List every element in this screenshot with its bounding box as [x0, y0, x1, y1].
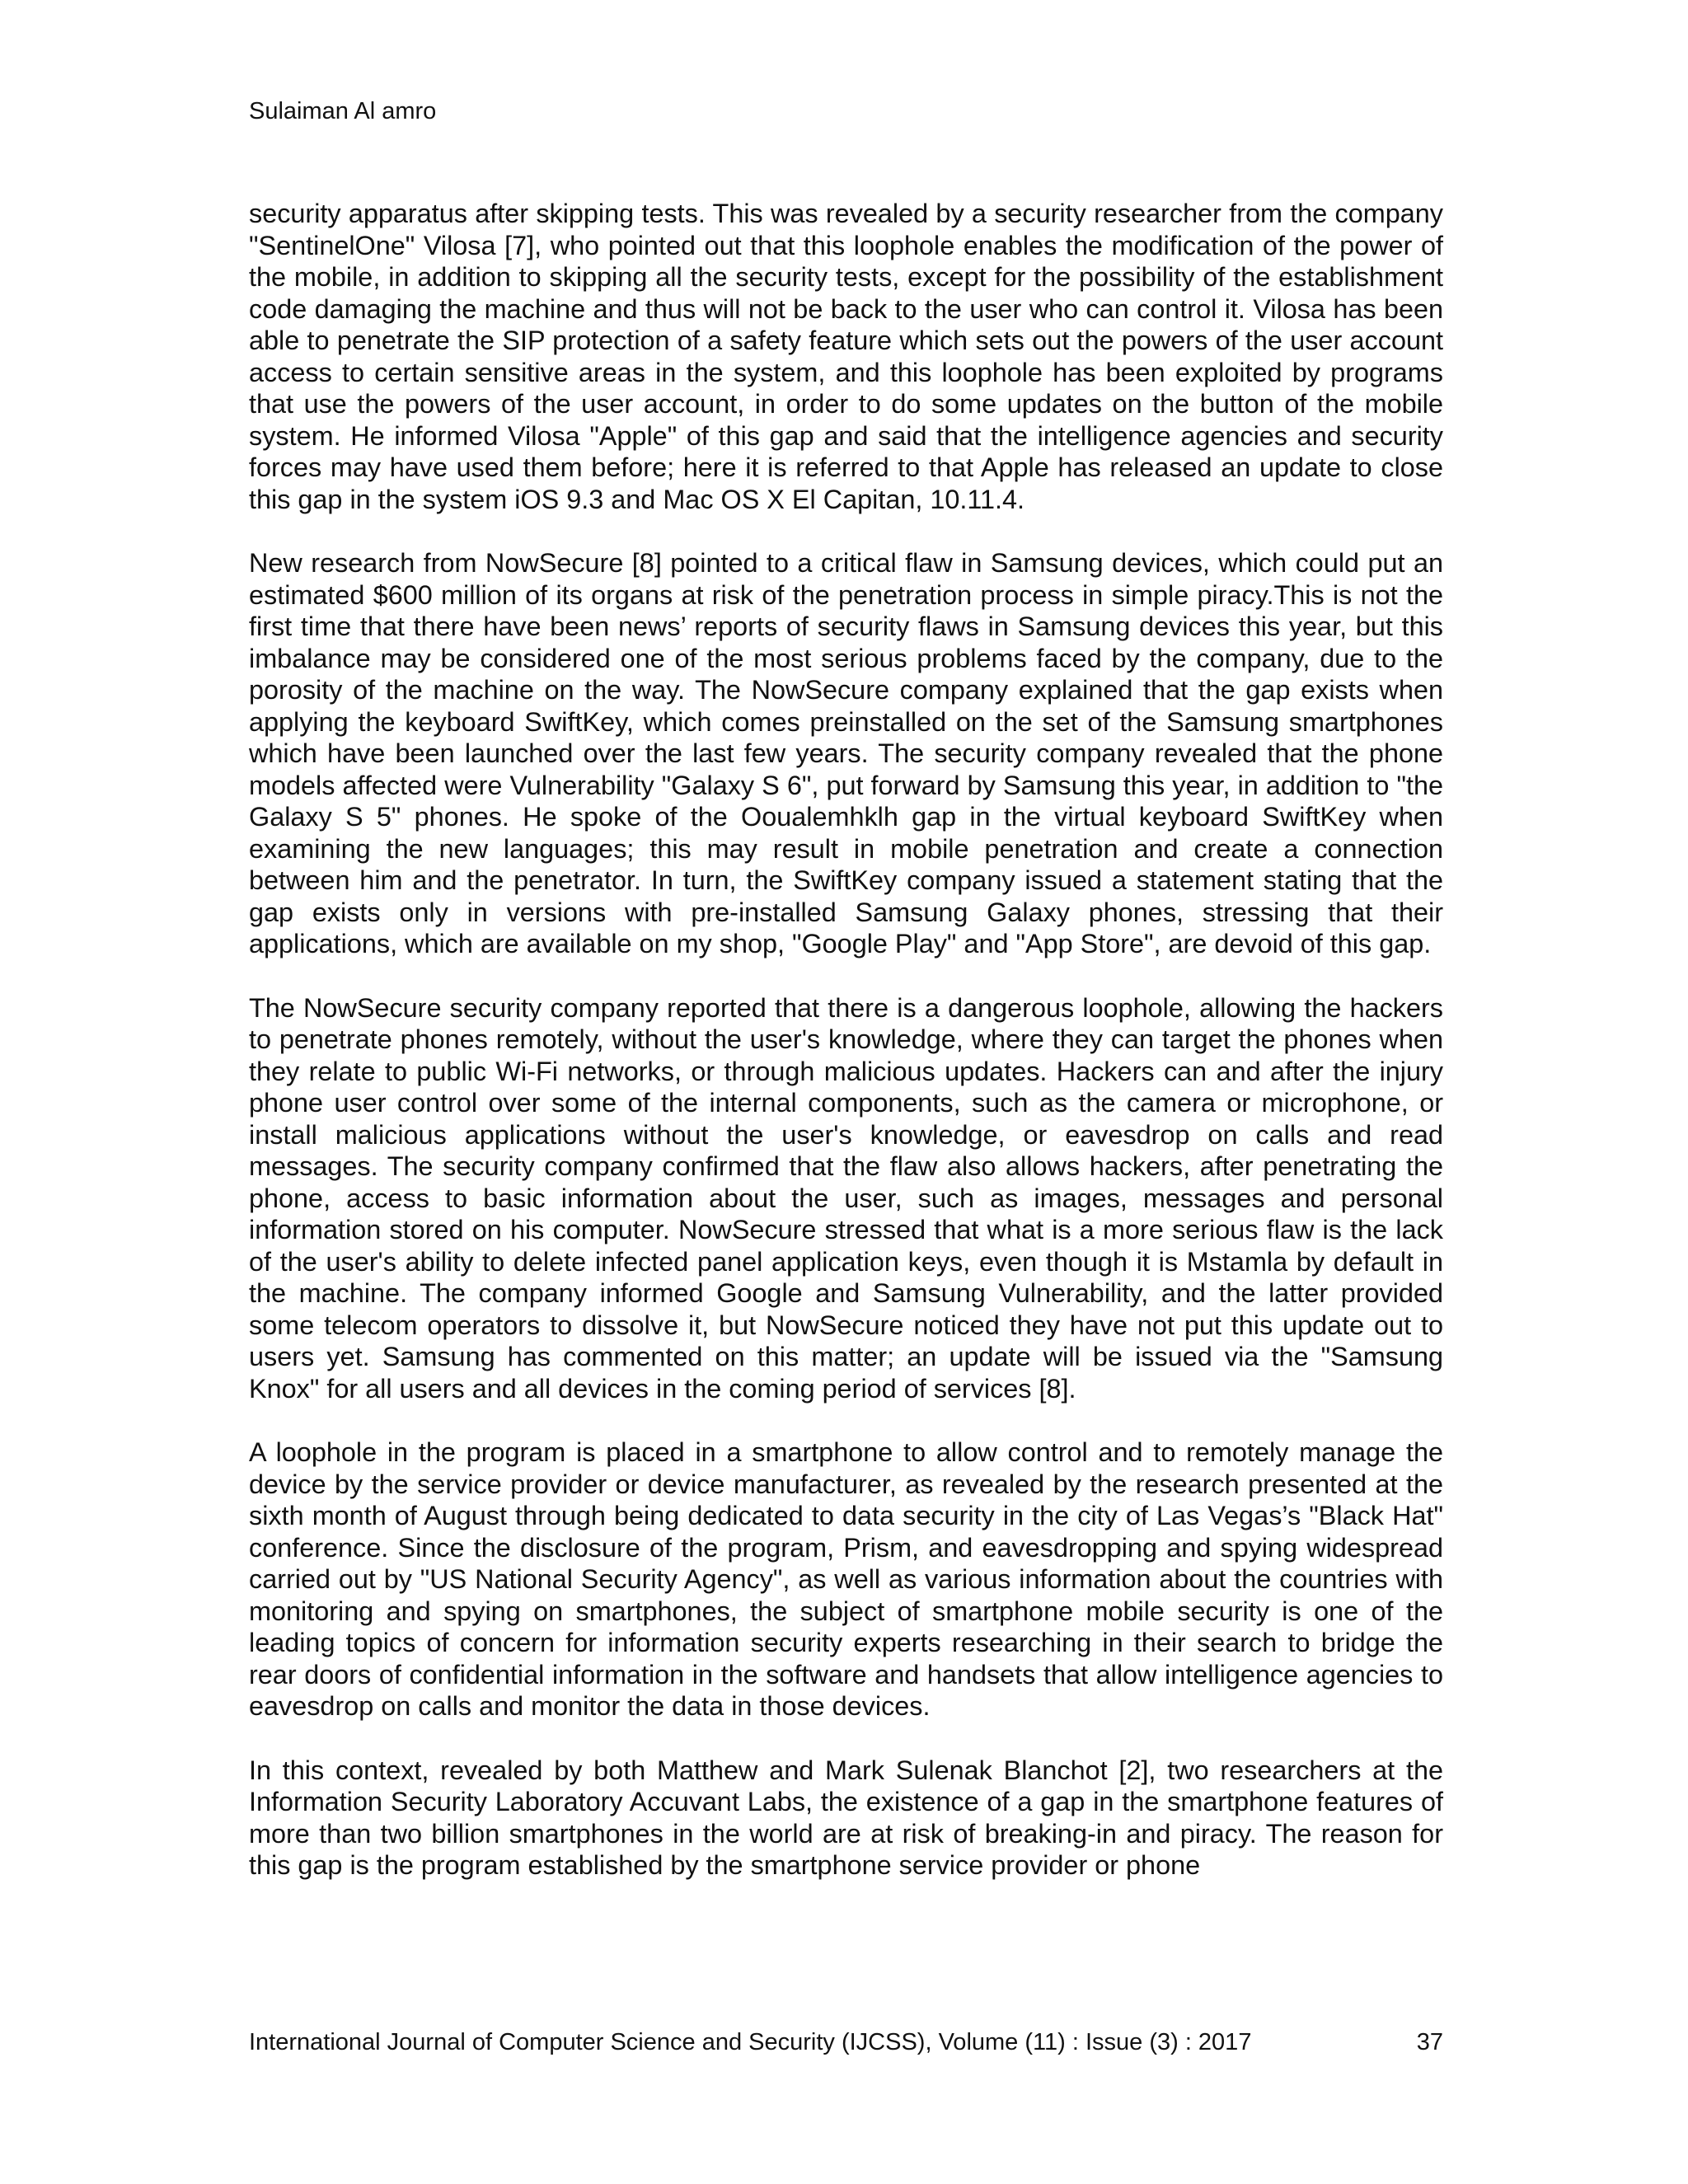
body-text	[249, 198, 1443, 1882]
paragraph-4: A loophole in the program is placed in a smartphone to allow control and to remotely manage the device by the service provider or device manufacturer, as revealed by the research presented at the sixth month of August through being dedicated to data security in the city of Las Vegas’s "Black Hat" conference. Since the disclosure of the program, Prism, and eavesdropping and spying widespread carried out by "US National Security Agency", as well as various information about the countries with monitoring and spying on smartphones, the subject of smartphone mobile security is one of the leading topics of concern for information security experts researching in their search to bridge the rear doors of confidential information in the software and handsets that allow intelligence agencies to eavesdrop on calls and monitor the data in those devices.	[249, 1437, 1443, 1721]
page-number: 37	[1416, 2029, 1443, 2055]
running-header-author: Sulaiman Al amro	[249, 98, 437, 124]
paragraph-5: In this context, revealed by both Matthew and Mark Sulenak Blanchot [2], two researchers at the Information Security Laboratory Accuvant Labs, the existence of a gap in the smartphone features of more than two billion smartphones in the world are at risk of breaking-in and piracy. The reason for this gap is the program established by the smartphone service provider or phone	[249, 1755, 1443, 1880]
paragraph-2: New research from NowSecure [8] pointed to a critical flaw in Samsung devices, which could put an estimated $600 million of its organs at risk of the penetration process in simple piracy.This is not the first time that there have been news’ reports of security flaws in Samsung devices this year, but this imbalance may be considered one of the most serious problems faced by the company, due to the porosity of the machine on the way. The NowSecure company explained that the gap exists when applying the keyboard SwiftKey, which comes preinstalled on the set of the Samsung smartphones which have been launched over the last few years. The security company revealed that the phone models affected were Vulnerability "Galaxy S 6", put forward by Samsung this year, in addition to "the Galaxy S 5" phones. He spoke of the Ooualemhklh gap in the virtual keyboard SwiftKey when examining the new languages; this may result in mobile penetration and create a connection between him and the penetrator. In turn, the SwiftKey company issued a statement stating that the gap exists only in versions with pre-installed Samsung Galaxy phones, stressing that their applications, which are available on my shop, "Google Play" and "App Store", are devoid of this gap.	[249, 548, 1443, 958]
paragraph-3: The NowSecure security company reported that there is a dangerous loophole, allowing the hackers to penetrate phones remotely, without the user's knowledge, where they can target the phones when they relate to public Wi-Fi networks, or through malicious updates. Hackers can and after the injury phone user control over some of the internal components, such as the camera or microphone, or install malicious applications without the user's knowledge, or eavesdrop on calls and read messages. The security company confirmed that the flaw also allows hackers, after penetrating the phone, access to basic information about the user, such as images, messages and personal information stored on his computer. NowSecure stressed that what is a more serious flaw is the lack of the user's ability to delete infected panel application keys, even though it is Mstamla by default in the machine. The company informed Google and Samsung Vulnerability, and the latter provided some telecom operators to dissolve it, but NowSecure noticed they have not put this update out to users yet. Samsung has commented on this matter; an update will be issued via the "Samsung Knox" for all users and all devices in the coming period of services [8].	[249, 992, 1443, 1404]
paragraph-1: security apparatus after skipping tests. This was revealed by a security researcher from the company "SentinelOne" Vilosa [7], who pointed out that this loophole enables the modification of the power of the mobile, in addition to skipping all the security tests, except for the possibility of the establishment code damaging the machine and thus will not be back to the user who can control it. Vilosa has been able to penetrate the SIP protection of a safety feature which sets out the powers of the user account access to certain sensitive areas in the system, and this loophole has been exploited by programs that use the powers of the user account, in order to do some updates on the button of the mobile system. He informed Vilosa "Apple" of this gap and said that the intelligence agencies and security forces may have used them before; here it is referred to that Apple has released an update to close this gap in the system iOS 9.3 and Mac OS X El Capitan, 10.11.4.	[249, 199, 1443, 514]
journal-citation: International Journal of Computer Science and Security (IJCSS), Volume (11) : Issue (3) : 2017	[249, 2029, 1252, 2055]
